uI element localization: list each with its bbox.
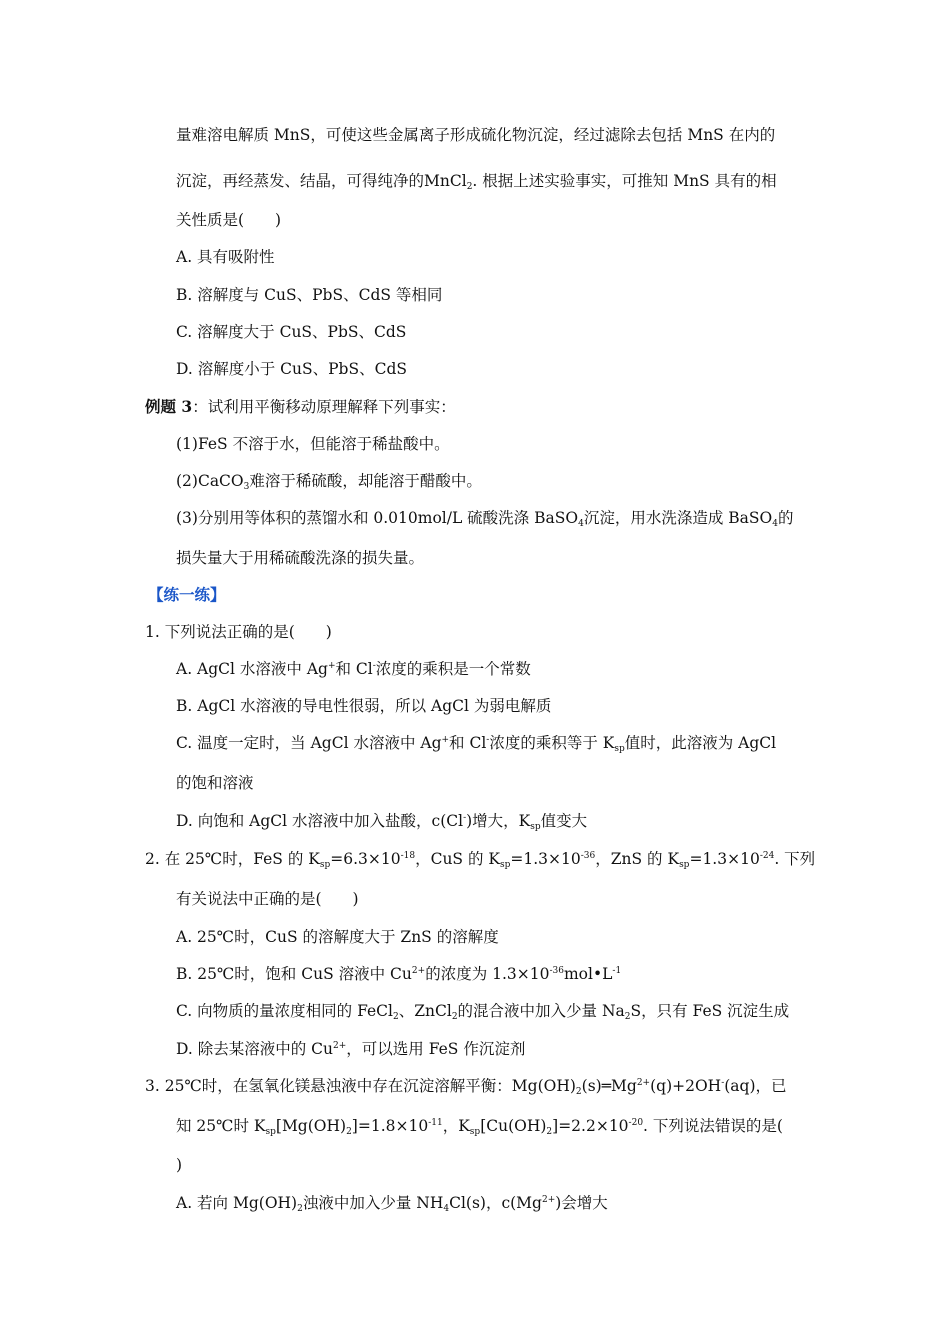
q2-stem-cont: 有关说法中正确的是( ) [176,890,359,908]
paragraph-line: 沉淀，再经蒸发、结晶，可得纯净的MnCl$_2$. 根据上述实验事实，可推知 MnS 具有的相 [176,172,777,192]
q2-stem: 2. 在 25℃时，FeS 的 $K_{sp}=6.3\times 10^{-18}$，CuS 的 $K_{sp}=1.3\times 10^{-36}$，ZnS 的 $K_{sp}=1.3\times 10^{-24}$. 下列 [145,850,816,870]
q3-stem-cont: 知 25℃时 $K_{sp}[Mg(OH)_2]=1.8\times 10^{-11}$，$K_{sp}[Cu(OH)_2]=2.2\times 10^{-20}$. 下列说法错误的是( [176,1117,783,1137]
q1-option-b: B. AgCl 水溶液的导电性很弱，所以 AgCl 为弱电解质 [176,697,552,715]
q3-stem: 3. 25℃时，在氢氧化镁悬浊液中存在沉淀溶解平衡：$Mg(OH)_2(s)═Mg^{2+}(q)+2OH^-(aq)$，已 [145,1077,787,1097]
example3-item-3-cont: 损失量大于用稀硫酸洗涤的损失量。 [176,549,425,567]
q3-option-a: A. 若向 $Mg(OH)_2$浊液中加入少量 $NH_4Cl(s)$，$c(Mg^{2+})$会增大 [176,1194,608,1214]
paragraph-line: 量难溶电解质 MnS，可使这些金属离子形成硫化物沉淀，经过滤除去包括 MnS 在内的 [176,126,776,144]
q1-stem: 1. 下列说法正确的是( ) [145,623,332,641]
practice-header: 【练一练】 [148,585,226,604]
q1-option-c: C. 温度一定时，当 AgCl 水溶液中 Ag+和 Cl-浓度的乘积等于 $K_{sp}$值时，此溶液为 AgCl [176,734,777,754]
option-a: A. 具有吸附性 [176,248,275,266]
q2-option-a: A. 25℃时，CuS 的溶解度大于 ZnS 的溶解度 [176,928,499,946]
q2-option-c: C. 向物质的量浓度相同的 FeCl$_2$、ZnCl$_2$的混合液中加入少量 $Na_2S$，只有 FeS 沉淀生成 [176,1002,790,1022]
q2-option-d: D. 除去某溶液中的 $Cu^{2+}$，可以选用 FeS 作沉淀剂 [176,1040,526,1058]
q2-option-b: B. 25℃时，饱和 CuS 溶液中 $Cu^{2+}$的浓度为 $1.3\times 10^{-36}mol•L^{-1}$ [176,965,622,983]
q1-option-d: D. 向饱和 AgCl 水溶液中加入盐酸，c(Cl-)增大，$K_{sp}$值变大 [176,812,588,832]
q3-stem-cont2: ) [176,1156,183,1174]
q1-option-a: A. AgCl 水溶液中 Ag+和 Cl-浓度的乘积是一个常数 [176,660,531,678]
example3-item-1: (1)FeS 不溶于水，但能溶于稀盐酸中。 [176,435,450,453]
example3-item-2: (2)CaCO$_3$难溶于稀硫酸，却能溶于醋酸中。 [176,472,482,492]
option-c: C. 溶解度大于 CuS、PbS、CdS [176,323,407,341]
option-b: B. 溶解度与 CuS、PbS、CdS 等相同 [176,286,443,304]
option-d: D. 溶解度小于 CuS、PbS、CdS [176,360,407,378]
paragraph-line: 关性质是( ) [176,211,282,229]
q1-option-c-cont: 的饱和溶液 [176,774,254,792]
example3-heading: 例题 3：试利用平衡移动原理解释下列事实： [145,397,456,416]
example3-item-3: (3)分别用等体积的蒸馏水和 0.010mol/L 硫酸洗涤 BaSO$_4$沉淀，用水洗涤造成 BaSO$_4$的 [176,509,794,529]
